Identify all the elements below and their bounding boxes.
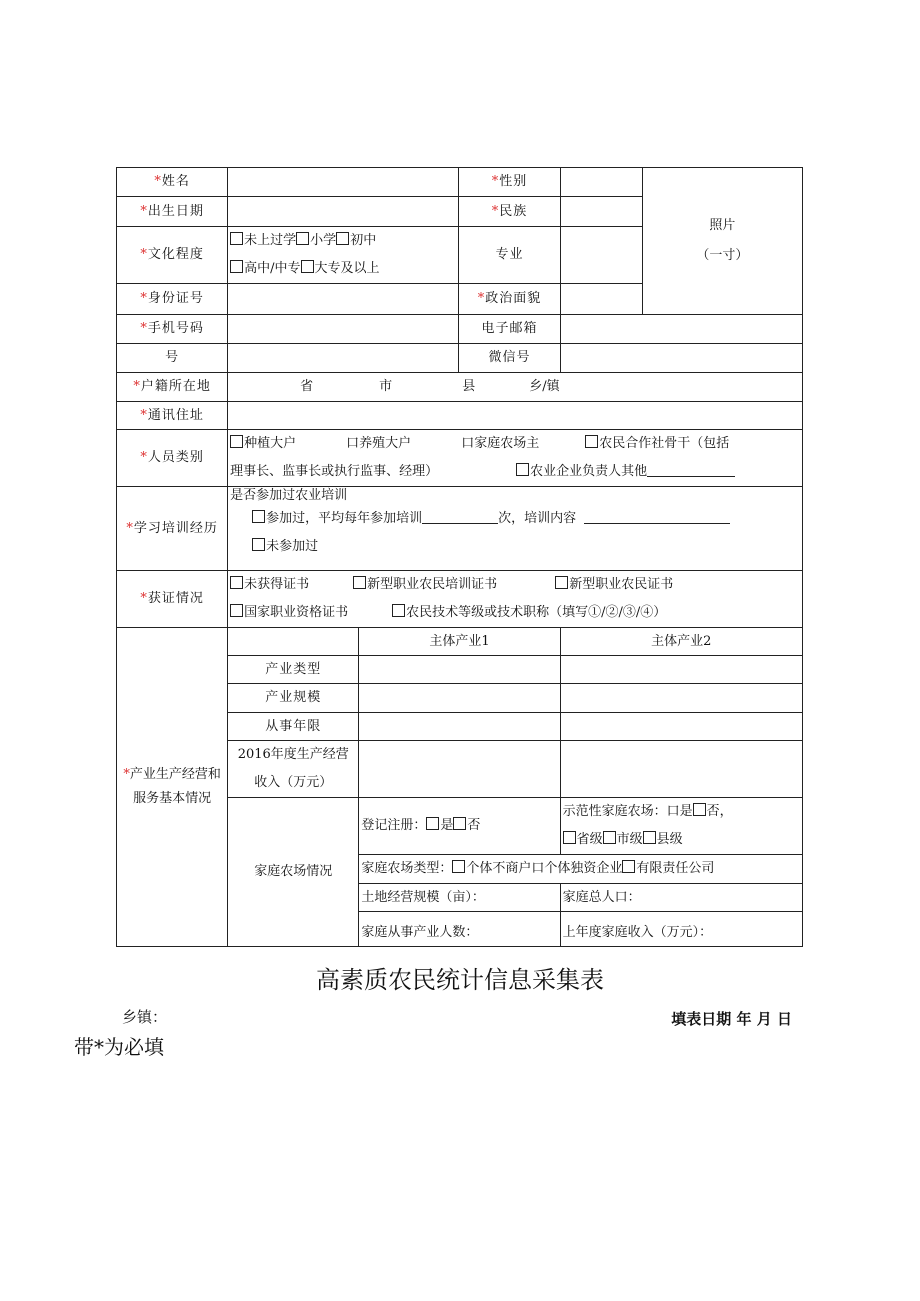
family-workers[interactable]: 家庭从事产业人数： — [359, 912, 560, 947]
email-field[interactable] — [560, 315, 802, 344]
ethnicity-label: *民族 — [459, 197, 560, 227]
checkbox[interactable] — [230, 604, 243, 617]
times-blank[interactable] — [422, 509, 498, 524]
id-number-label: *身份证号 — [117, 284, 228, 315]
checkbox[interactable] — [230, 232, 243, 245]
name-field[interactable] — [228, 168, 459, 197]
farm-demo: 示范性家庭农场：口是 否， 省级 市级 县级 — [560, 798, 802, 855]
name-label: *姓名 — [117, 168, 228, 197]
checkbox[interactable] — [622, 860, 635, 873]
training-options: 是否参加过农业培训 参加过，平均每年参加培训 次，培训内容 未参加过 — [228, 487, 803, 571]
checkbox[interactable] — [296, 232, 309, 245]
checkbox[interactable] — [643, 831, 656, 844]
birth-label: *出生日期 — [117, 197, 228, 227]
category-label: *人员类别 — [117, 430, 228, 487]
checkbox[interactable] — [426, 817, 439, 830]
major-label: 专业 — [459, 227, 560, 284]
checkbox[interactable] — [603, 831, 616, 844]
checkbox[interactable] — [453, 817, 466, 830]
gender-field[interactable] — [560, 168, 642, 197]
family-population[interactable]: 家庭总人口： — [560, 884, 802, 912]
wechat-field[interactable] — [560, 344, 802, 373]
industry-scale-2[interactable] — [560, 684, 802, 713]
checkbox[interactable] — [252, 538, 265, 551]
farm-registered: 登记注册： 是 否 — [359, 798, 560, 855]
training-label: *学习培训经历 — [117, 487, 228, 571]
checkbox[interactable] — [452, 860, 465, 873]
checkbox[interactable] — [563, 831, 576, 844]
certificate-options: 未获得证书 新型职业农民培训证书 新型职业农民证书 国家职业资格证书 农民技术等级或技术职称（填写①/②/③/④） — [228, 571, 803, 628]
checkbox[interactable] — [392, 604, 405, 617]
checkbox[interactable] — [301, 260, 314, 273]
education-label: *文化程度 — [117, 227, 228, 284]
address-field[interactable] — [228, 402, 803, 430]
political-field[interactable] — [560, 284, 642, 315]
address-label: *通讯住址 — [117, 402, 228, 430]
wechat-label: 微信号 — [459, 344, 560, 373]
industry-scale-label: 产业规模 — [228, 684, 359, 713]
industry-years-label: 从事年限 — [228, 713, 359, 741]
gender-label: *性别 — [459, 168, 560, 197]
fill-date: 填表日期 年 月 日 — [671, 1010, 792, 1028]
household-label: *户籍所在地 — [117, 373, 228, 402]
major-field[interactable] — [560, 227, 642, 284]
industry-label: *产业生产经营和服务基本情况 — [117, 628, 228, 947]
political-label: *政治面貌 — [459, 284, 560, 315]
education-options: 未上过学 小学 初中 高中/中专 大专及以上 — [228, 227, 459, 284]
industry-col-2: 主体产业2 — [560, 628, 802, 656]
other-blank[interactable] — [647, 462, 735, 477]
checkbox[interactable] — [252, 510, 265, 523]
industry-type-1[interactable] — [359, 656, 560, 684]
checkbox[interactable] — [230, 260, 243, 273]
checkbox[interactable] — [353, 576, 366, 589]
household-field[interactable]: 省 市 县 乡/镇 — [228, 373, 803, 402]
photo-box[interactable]: 照片 （一寸） — [642, 168, 802, 315]
number-field[interactable] — [228, 344, 459, 373]
form-title: 高素质农民统计信息采集表 — [316, 966, 604, 994]
industry-years-2[interactable] — [560, 713, 802, 741]
industry-years-1[interactable] — [359, 713, 560, 741]
industry-scale-1[interactable] — [359, 684, 560, 713]
mobile-field[interactable] — [228, 315, 459, 344]
category-options: 种植大户 口养殖大户 口家庭农场主 农民合作社骨干（包括 理事长、监事长或执行监事、经理） 农业企业负责人其他 — [228, 430, 803, 487]
industry-type-2[interactable] — [560, 656, 802, 684]
industry-type-label: 产业类型 — [228, 656, 359, 684]
content-blank[interactable] — [584, 509, 730, 524]
town-label: 乡镇： — [122, 1008, 168, 1026]
land-scale[interactable]: 土地经营规模（亩）： — [359, 884, 560, 912]
family-income[interactable]: 上年度家庭收入（万元）： — [560, 912, 802, 947]
info-collection-table — [116, 167, 803, 947]
ethnicity-field[interactable] — [560, 197, 642, 227]
industry-col-1: 主体产业1 — [359, 628, 560, 656]
birth-field[interactable] — [228, 197, 459, 227]
mobile-label: *手机号码 — [117, 315, 228, 344]
certificates-label: *获证情况 — [117, 571, 228, 628]
family-farm-label: 家庭农场情况 — [228, 798, 359, 947]
farm-type: 家庭农场类型： 个体不商户口个体独资企业 有限责任公司 — [359, 855, 803, 884]
checkbox[interactable] — [230, 576, 243, 589]
required-note: 带*为必填 — [74, 1035, 164, 1059]
id-number-field[interactable] — [228, 284, 459, 315]
industry-income-2[interactable] — [560, 741, 802, 798]
checkbox[interactable] — [585, 435, 598, 448]
industry-income-1[interactable] — [359, 741, 560, 798]
checkbox[interactable] — [230, 435, 243, 448]
industry-income-label: 2016年度生产经营 收入（万元） — [228, 741, 359, 798]
checkbox[interactable] — [555, 576, 568, 589]
checkbox[interactable] — [516, 463, 529, 476]
industry-corner — [228, 628, 359, 656]
number-label: 号 — [117, 344, 228, 373]
email-label: 电子邮箱 — [459, 315, 560, 344]
checkbox[interactable] — [693, 803, 706, 816]
checkbox[interactable] — [336, 232, 349, 245]
